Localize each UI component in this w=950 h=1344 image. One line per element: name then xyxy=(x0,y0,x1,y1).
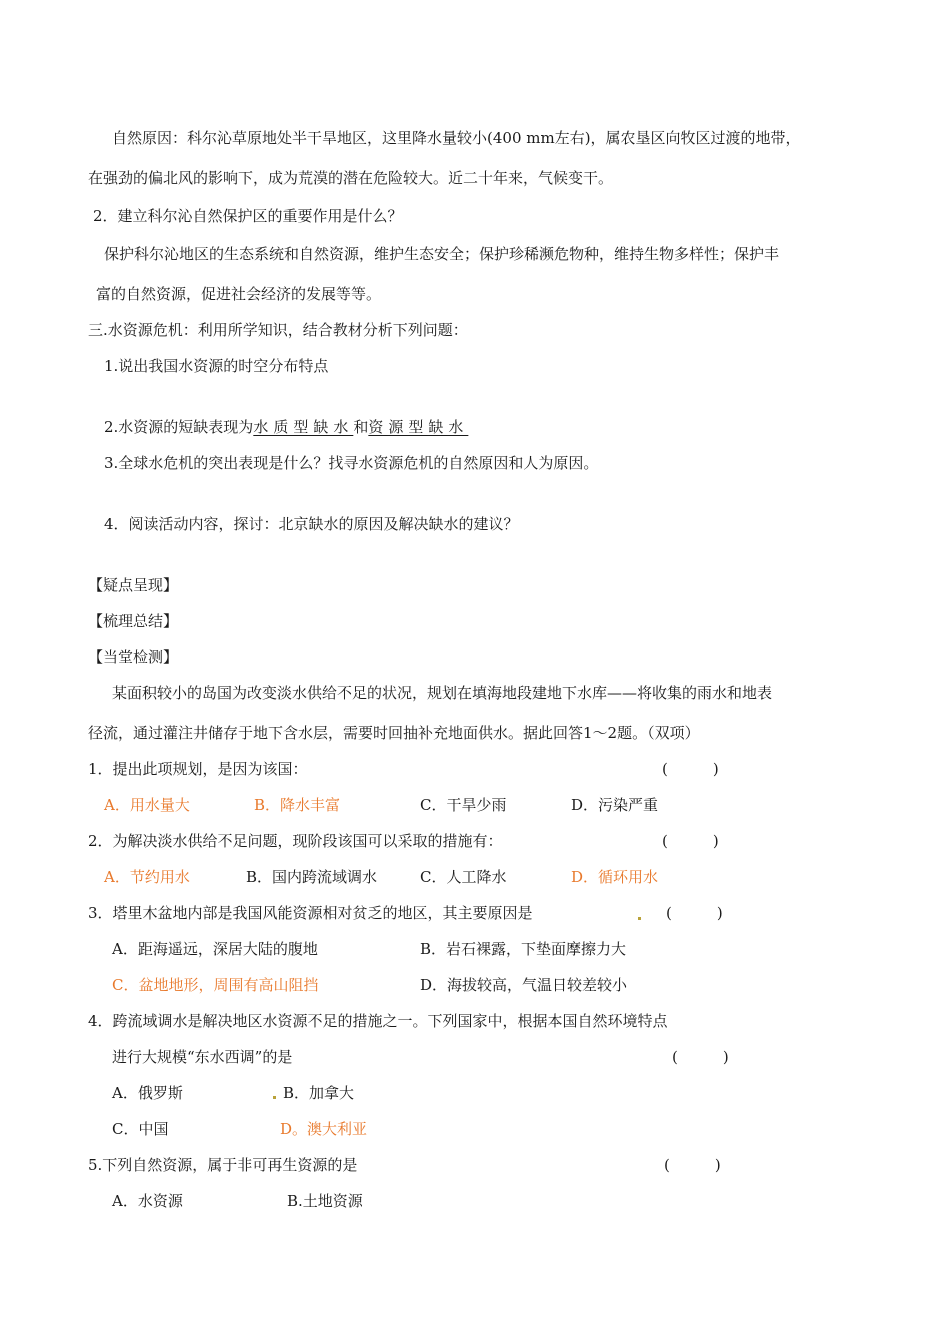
quiz-intro-line-1: 某面积较小的岛国为改变淡水供给不足的状况，规划在填海地段建地下水库——将收集的雨水和地表 xyxy=(112,684,773,702)
heading-summary: 【梳理总结】 xyxy=(88,612,179,630)
q2-option-d: D．循环用水 xyxy=(571,868,659,886)
q1-option-d: D．污染严重 xyxy=(571,796,659,814)
stray-mark-dot xyxy=(273,1096,276,1099)
heading-class-check: 【当堂检测】 xyxy=(88,648,179,666)
quiz-question-2-answer-paren: ( ) xyxy=(662,832,719,850)
q4-option-a: A．俄罗斯 xyxy=(112,1084,183,1102)
water-question-3: 3.全球水危机的突出表现是什么？找寻水资源危机的自然原因和人为原因。 xyxy=(104,454,599,472)
q3-option-b: B．岩石裸露，下垫面摩擦力大 xyxy=(420,940,627,958)
natural-cause-line-2: 在强劲的偏北风的影响下，成为荒漠的潜在危险较大。近二十年来，气候变干。 xyxy=(88,169,614,187)
q1-option-b: B．降水丰富 xyxy=(254,796,341,814)
stray-mark-dot xyxy=(638,917,641,920)
q2-option-b: B．国内跨流域调水 xyxy=(246,868,378,886)
water-question-1: 1.说出我国水资源的时空分布特点 xyxy=(104,357,329,375)
q3-option-a: A．距海遥远，深居大陆的腹地 xyxy=(112,940,318,958)
q5-option-b: B.土地资源 xyxy=(287,1192,363,1210)
natural-cause-line-1: 自然原因：科尔沁草原地处半干旱地区，这里降水量较小(400 mm左右)，属农垦区向牧区过渡的地带， xyxy=(112,129,801,147)
q4-option-c: C．中国 xyxy=(112,1120,169,1138)
quiz-question-4-line-2: 进行大规模“东水西调”的是 xyxy=(112,1048,293,1066)
quiz-question-4-answer-paren: ( ) xyxy=(672,1048,729,1066)
answer-2-line-1: 保护科尔沁地区的生态系统和自然资源，维护生态安全；保护珍稀濒危物种，维持生物多样性；保护丰 xyxy=(104,245,780,263)
water-question-2 xyxy=(104,417,468,437)
section-3-title: 三.水资源危机：利用所学知识，结合教材分析下列问题： xyxy=(88,321,468,339)
q2-option-a: A．节约用水 xyxy=(104,868,190,886)
q3-option-c: C．盆地地形，周围有高山阻挡 xyxy=(112,976,319,994)
q4-option-b: B．加拿大 xyxy=(283,1084,355,1102)
quiz-question-4-line-1: 4．跨流域调水是解决地区水资源不足的措施之一。下列国家中，根据本国自然环境特点 xyxy=(88,1012,668,1030)
quiz-question-5: 5.下列自然资源，属于非可再生资源的是 xyxy=(88,1156,358,1174)
water-question-4: 4．阅读活动内容，探讨：北京缺水的原因及解决缺水的建议？ xyxy=(104,515,519,533)
q3-option-d: D．海拔较高，气温日较差较小 xyxy=(420,976,628,994)
question-2-reserve: 2．建立科尔沁自然保护区的重要作用是什么？ xyxy=(93,207,403,225)
quiz-question-5-answer-paren: ( ) xyxy=(664,1156,721,1174)
quiz-question-3-answer-paren: ( ) xyxy=(666,904,723,922)
quiz-question-1-answer-paren: ( ) xyxy=(662,760,719,778)
heading-doubts: 【疑点呈现】 xyxy=(88,576,179,594)
quiz-question-3: 3．塔里木盆地内部是我国风能资源相对贫乏的地区，其主要原因是 xyxy=(88,904,533,922)
q5-option-a: A．水资源 xyxy=(112,1192,183,1210)
q4-option-d: D。澳大利亚 xyxy=(280,1120,368,1138)
water-question-2-and: 和 xyxy=(353,418,369,436)
q1-option-a: A．用水量大 xyxy=(104,796,190,814)
blank-answer-water-quality: 水质型缺水 xyxy=(253,418,354,436)
water-question-2-prefix: 2.水资源的短缺表现为 xyxy=(104,418,254,436)
answer-2-line-2: 富的自然资源，促进社会经济的发展等等。 xyxy=(96,285,382,303)
quiz-question-2: 2．为解决淡水供给不足问题，现阶段该国可以采取的措施有： xyxy=(88,832,503,850)
quiz-question-1: 1．提出此项规划，是因为该国： xyxy=(88,760,308,778)
blank-answer-resource-shortage: 资源型缺水 xyxy=(368,418,469,436)
q1-option-c: C．干旱少雨 xyxy=(420,796,507,814)
quiz-intro-line-2: 径流，通过灌注井储存于地下含水层，需要时回抽补充地面供水。据此回答1～2题。（双项） xyxy=(88,724,700,742)
q2-option-c: C．人工降水 xyxy=(420,868,507,886)
